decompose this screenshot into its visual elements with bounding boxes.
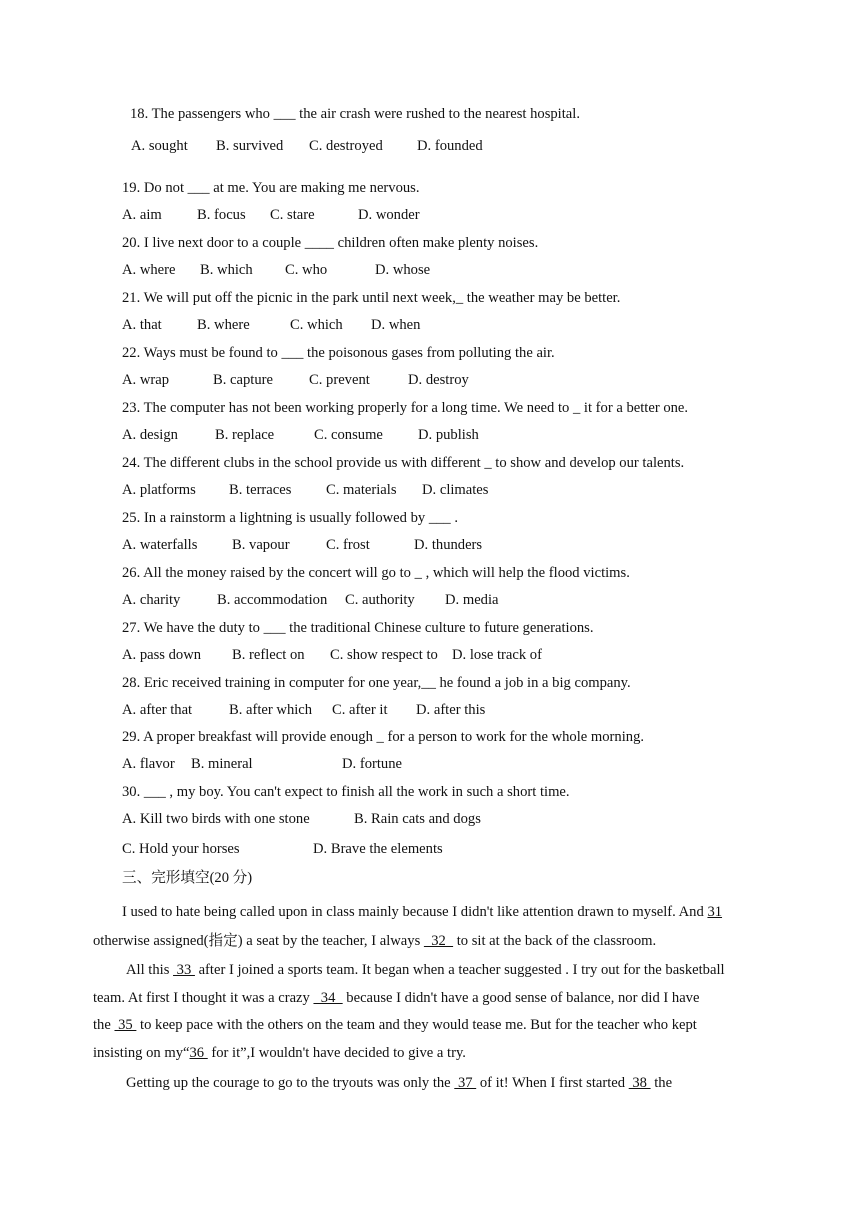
q19-option-a: A. aim — [122, 207, 162, 223]
q29-option-a: A. flavor — [122, 756, 175, 772]
q24-option-b: B. terraces — [229, 482, 292, 498]
question-18-stem: 18. The passengers who ___ the air crash were rushed to the nearest hospital. — [130, 106, 580, 122]
q27-option-c: C. show respect to — [330, 647, 438, 663]
q27-option-d: D. lose track of — [452, 647, 542, 663]
q20-option-a: A. where — [122, 262, 176, 278]
question-24-stem: 24. The different clubs in the school provide us with different _ to show and develop our talents. — [122, 455, 685, 471]
question-25-stem: 25. In a rainstorm a lightning is usually followed by ___ . — [122, 510, 459, 526]
q29-option-b: B. mineral — [191, 756, 253, 772]
q20-option-d: D. whose — [375, 262, 431, 278]
question-19-stem: 19. Do not ___ at me. You are making me nervous. — [122, 180, 420, 196]
blank-35: 35 — [114, 1017, 137, 1033]
q29-option-d: D. fortune — [342, 756, 402, 772]
q23-option-b: B. replace — [215, 427, 275, 443]
passage-line — [126, 961, 725, 979]
passage-text: of it! When I first started — [476, 1075, 629, 1091]
q28-option-c: C. after it — [332, 702, 388, 718]
passage-text: All this — [126, 962, 174, 978]
passage-line — [93, 989, 699, 1007]
passage-text: Getting up the courage to go to the tryouts was only the — [126, 1075, 455, 1091]
passage-text: to sit at the back of the classroom. — [453, 933, 657, 949]
passage-text: to keep pace with the others on the team and they would tease me. But for the teacher who kept — [136, 1017, 697, 1033]
q18-option-b: B. survived — [216, 138, 284, 154]
passage-line — [126, 1074, 672, 1092]
q24-option-c: C. materials — [326, 482, 397, 498]
passage-text: I used to hate being called upon in class mainly because I didn't like attention drawn to myself. And — [122, 904, 708, 920]
section-title: 三、完形填空(20 分) — [122, 870, 253, 886]
q26-option-c: C. authority — [345, 592, 415, 608]
question-27-stem: 27. We have the duty to ___ the traditional Chinese culture to future generations. — [122, 620, 594, 636]
question-21-stem: 21. We will put off the picnic in the park until next week,_ the weather may be better. — [122, 290, 621, 306]
q26-option-a: A. charity — [122, 592, 181, 608]
passage-line — [122, 903, 722, 921]
q19-option-d: D. wonder — [358, 207, 420, 223]
passage-text: team. At first I thought it was a crazy — [93, 990, 314, 1006]
blank-36: 36 — [189, 1045, 208, 1061]
q25-option-d: D. thunders — [414, 537, 483, 553]
q26-option-d: D. media — [445, 592, 499, 608]
q20-option-b: B. which — [200, 262, 253, 278]
question-26-stem: 26. All the money raised by the concert will go to _ , which will help the flood victims. — [122, 565, 630, 581]
passage-line — [93, 1016, 697, 1034]
passage-line — [93, 1044, 466, 1062]
q24-option-a: A. platforms — [122, 482, 196, 498]
q23-option-c: C. consume — [314, 427, 383, 443]
q25-option-c: C. frost — [326, 537, 370, 553]
q28-option-a: A. after that — [122, 702, 193, 718]
q21-option-d: D. when — [371, 317, 421, 333]
q19-option-b: B. focus — [197, 207, 246, 223]
question-20-stem: 20. I live next door to a couple ____ children often make plenty noises. — [122, 235, 539, 251]
q30-option-a: A. Kill two birds with one stone — [122, 811, 310, 827]
q23-option-d: D. publish — [418, 427, 479, 443]
blank-33: 33 — [173, 962, 195, 978]
question-22-stem: 22. Ways must be found to ___ the poisonous gases from polluting the air. — [122, 345, 555, 361]
q18-option-d: D. founded — [417, 138, 483, 154]
passage-line — [93, 932, 656, 950]
q20-option-c: C. who — [285, 262, 328, 278]
q25-option-b: B. vapour — [232, 537, 290, 553]
q18-option-a: A. sought — [131, 138, 188, 154]
q30-option-b: B. Rain cats and dogs — [354, 811, 481, 827]
blank-38: 38 — [628, 1075, 651, 1091]
q22-option-c: C. prevent — [309, 372, 370, 388]
q25-option-a: A. waterfalls — [122, 537, 198, 553]
question-30-stem: 30. ___ , my boy. You can't expect to finish all the work in such a short time. — [122, 784, 570, 800]
q26-option-b: B. accommodation — [217, 592, 328, 608]
passage-text: for it”,I wouldn't have decided to give a try. — [207, 1045, 466, 1061]
q30-option-c: C. Hold your horses — [122, 841, 240, 857]
q22-option-b: B. capture — [213, 372, 273, 388]
q21-option-c: C. which — [290, 317, 343, 333]
q27-option-b: B. reflect on — [232, 647, 305, 663]
q22-option-d: D. destroy — [408, 372, 469, 388]
q21-option-a: A. that — [122, 317, 162, 333]
blank-37: 37 — [454, 1075, 477, 1091]
passage-text: after I joined a sports team. It began when a teacher suggested . I try out for the basketball — [194, 962, 725, 978]
passage-text: insisting on my“ — [93, 1045, 190, 1061]
q23-option-a: A. design — [122, 427, 178, 443]
q30-option-d: D. Brave the elements — [313, 841, 443, 857]
question-29-stem: 29. A proper breakfast will provide enough _ for a person to work for the whole morning. — [122, 729, 645, 745]
q18-option-c: C. destroyed — [309, 138, 383, 154]
q22-option-a: A. wrap — [122, 372, 170, 388]
q27-option-a: A. pass down — [122, 647, 202, 663]
passage-text: otherwise assigned(指定) a seat by the teacher, I always — [93, 933, 424, 949]
blank-32: 32 — [423, 933, 454, 949]
blank-31: 31 — [707, 904, 723, 920]
blank-34: 34 — [313, 990, 343, 1006]
question-28-stem: 28. Eric received training in computer for one year,__ he found a job in a big company. — [122, 675, 631, 691]
q19-option-c: C. stare — [270, 207, 315, 223]
q28-option-b: B. after which — [229, 702, 313, 718]
q21-option-b: B. where — [197, 317, 250, 333]
passage-text: the — [93, 1017, 115, 1033]
question-23-stem: 23. The computer has not been working properly for a long time. We need to _ it for a better one. — [122, 400, 689, 416]
q28-option-d: D. after this — [416, 702, 486, 718]
q24-option-d: D. climates — [422, 482, 489, 498]
passage-text: because I didn't have a good sense of balance, nor did I have — [342, 990, 700, 1006]
passage-text: the — [650, 1075, 673, 1091]
